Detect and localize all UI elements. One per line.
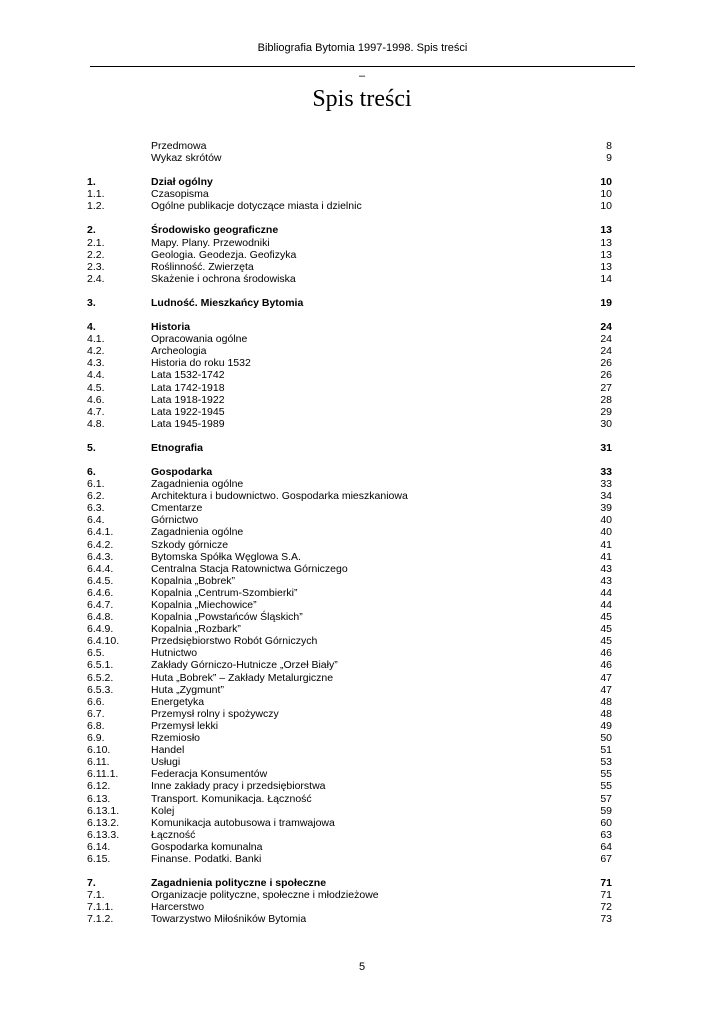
toc-entry <box>0 684 724 696</box>
toc-entry <box>0 877 724 889</box>
toc-entry-title: Roślinność. Zwierzęta <box>151 260 254 273</box>
toc-entry <box>0 817 724 829</box>
toc-entry-title: Kolej <box>151 804 175 817</box>
toc-entry-title: Historia do roku 1532 <box>151 357 251 370</box>
toc-entry-number: 6.10. <box>87 744 111 757</box>
toc-entry <box>0 200 724 212</box>
toc-entry <box>0 224 724 236</box>
toc-entry-page: 46 <box>600 659 612 672</box>
toc-entry-number: 1.2. <box>87 200 105 213</box>
toc-entry-page: 64 <box>600 840 612 853</box>
toc-entry-page: 13 <box>600 236 612 249</box>
toc-entry-title: Zagadnienia ogólne <box>151 526 244 539</box>
toc-entry-page: 13 <box>600 260 612 273</box>
toc-entry-page: 49 <box>600 719 612 732</box>
toc-entry <box>0 841 724 853</box>
toc-entry-number: 4.5. <box>87 381 105 394</box>
toc-entry <box>0 297 724 309</box>
toc-entry-title: Kopalnia „Bobrek” <box>151 574 236 587</box>
toc-entry-number: 4.8. <box>87 417 105 430</box>
toc-entry-page: 14 <box>600 272 612 285</box>
toc-entry-number: 6.9. <box>87 732 105 745</box>
toc-entry-title: Centralna Stacja Ratownictwa Górniczego <box>151 562 348 575</box>
toc-entry-title: Skażenie i ochrona środowiska <box>151 272 296 285</box>
toc-entry-number: 6.4.9. <box>87 623 114 636</box>
toc-entry <box>0 357 724 369</box>
toc-entry-number: 7. <box>87 877 96 890</box>
toc-entry-title: Ogólne publikacje dotyczące miasta i dzielnic <box>151 200 362 213</box>
toc-entry-page: 29 <box>600 405 612 418</box>
toc-entry-title: Dział ogólny <box>151 176 213 189</box>
toc-entry-page: 45 <box>600 623 612 636</box>
toc-entry <box>0 647 724 659</box>
toc-entry <box>0 696 724 708</box>
toc-entry-number: 6.13. <box>87 792 111 805</box>
toc-entry-title: Lata 1918-1922 <box>151 393 225 406</box>
toc-entry-number: 6.15. <box>87 852 111 865</box>
toc-entry-page: 57 <box>600 792 612 805</box>
toc-entry <box>0 563 724 575</box>
toc-entry-title: Finanse. Podatki. Banki <box>151 852 262 865</box>
toc-entry <box>0 672 724 684</box>
toc-entry <box>0 152 724 164</box>
toc-entry-number: 6.4.7. <box>87 599 114 611</box>
toc-entry-number: 2.1. <box>87 236 105 249</box>
toc-entry-number: 4.6. <box>87 393 105 406</box>
toc-entry-title: Harcerstwo <box>151 901 205 914</box>
toc-entry-title: Archeologia <box>151 345 207 358</box>
toc-entry <box>0 478 724 490</box>
toc-entry <box>0 466 724 478</box>
toc-entry-title: Łączność <box>151 828 196 841</box>
toc-entry-page: 40 <box>600 526 612 539</box>
toc-entry <box>0 502 724 514</box>
toc-entry-title: Przemysł rolny i spożywczy <box>151 707 279 720</box>
toc-entry-number: 6.4.10. <box>87 635 120 648</box>
toc-entry <box>0 611 724 623</box>
toc-entry <box>0 382 724 394</box>
toc-entry-title: Federacja Konsumentów <box>151 768 268 781</box>
toc-entry-title: Energetyka <box>151 695 205 708</box>
toc-entry-page: 10 <box>600 176 612 189</box>
toc-entry <box>0 176 724 188</box>
toc-entry-title: Kopalnia „Centrum-Szombierki” <box>151 586 298 599</box>
toc-entry-page: 31 <box>600 441 612 454</box>
toc-entry-page: 19 <box>600 296 612 309</box>
toc-entry-title: Lata 1945-1989 <box>151 417 225 430</box>
toc-entry-number: 6.13.2. <box>87 816 120 829</box>
toc-entry-page: 71 <box>600 889 612 902</box>
toc-entry-title: Cmentarze <box>151 502 203 515</box>
toc-entry-number: 6.13.1. <box>87 804 120 817</box>
toc-entry-title: Wykaz skrótów <box>151 152 222 165</box>
toc-entry-number: 1.1. <box>87 188 105 201</box>
toc-entry-number: 6.3. <box>87 502 105 515</box>
toc-entry-number: 4.7. <box>87 405 105 418</box>
toc-entry <box>0 490 724 502</box>
toc-entry-title: Huta „Bobrek” – Zakłady Metalurgiczne <box>151 671 334 684</box>
toc-entry-title: Rzemiosło <box>151 732 201 745</box>
toc-entry <box>0 599 724 611</box>
toc-entry-title: Ludność. Mieszkańcy Bytomia <box>151 296 304 309</box>
toc-entry-number: 6.14. <box>87 840 111 853</box>
toc-entry-number: 2.4. <box>87 272 105 285</box>
toc-entry-title: Komunikacja autobusowa i tramwajowa <box>151 816 335 829</box>
toc-entry-page: 33 <box>600 465 612 478</box>
toc-entry-title: Organizacje polityczne, społeczne i młodzieżowe <box>151 889 379 902</box>
toc-entry <box>0 406 724 418</box>
toc-entry-page: 45 <box>600 611 612 624</box>
toc-entry-title: Czasopisma <box>151 188 209 201</box>
toc-entry <box>0 526 724 538</box>
toc-entry-number: 7.1. <box>87 889 105 902</box>
toc-entry-title: Transport. Komunikacja. Łączność <box>151 792 312 805</box>
table-of-contents <box>0 140 724 925</box>
toc-entry <box>0 575 724 587</box>
toc-entry-title: Gospodarka komunalna <box>151 840 263 853</box>
toc-entry-page: 28 <box>600 393 612 406</box>
toc-entry-title: Lata 1532-1742 <box>151 369 225 382</box>
toc-entry-number: 7.1.2. <box>87 913 114 926</box>
toc-entry-number: 6.4.8. <box>87 611 114 624</box>
toc-entry-page: 46 <box>600 647 612 660</box>
toc-entry-number: 6.4.1. <box>87 526 114 539</box>
toc-entry-page: 55 <box>600 780 612 793</box>
toc-entry <box>0 539 724 551</box>
toc-entry-number: 6.4.6. <box>87 586 114 599</box>
toc-entry-title: Bytomska Spółka Węglowa S.A. <box>151 550 301 563</box>
toc-entry-page: 63 <box>600 828 612 841</box>
toc-entry-page: 30 <box>600 417 612 430</box>
toc-entry-page: 26 <box>600 357 612 370</box>
toc-entry <box>0 345 724 357</box>
toc-entry-title: Szkody górnicze <box>151 538 229 551</box>
toc-entry-title: Etnografia <box>151 441 203 454</box>
toc-entry-title: Huta „Zygmunt” <box>151 683 224 696</box>
toc-entry-title: Przemysł lekki <box>151 719 219 732</box>
toc-entry-title: Historia <box>151 321 191 334</box>
toc-entry-page: 43 <box>600 562 612 575</box>
toc-entry-number: 2.2. <box>87 248 105 261</box>
toc-entry-page: 47 <box>600 671 612 684</box>
toc-entry <box>0 188 724 200</box>
toc-entry-page: 73 <box>600 913 612 926</box>
toc-entry-number: 4.4. <box>87 369 105 382</box>
toc-entry-number: 4.1. <box>87 333 105 346</box>
toc-entry-page: 44 <box>600 599 612 611</box>
toc-entry-number: 6.7. <box>87 707 105 720</box>
toc-entry <box>0 744 724 756</box>
page-title: Spis treści <box>312 86 412 112</box>
toc-entry <box>0 273 724 285</box>
toc-entry-number: 6.6. <box>87 695 105 708</box>
toc-entry-page: 26 <box>600 369 612 382</box>
page-number: 5 <box>358 961 366 973</box>
toc-entry <box>0 732 724 744</box>
toc-entry <box>0 635 724 647</box>
toc-entry-number: 4. <box>87 321 96 334</box>
toc-entry-number: 4.2. <box>87 345 105 358</box>
toc-entry-number: 6.11.1. <box>87 768 119 781</box>
toc-entry-number: 4.3. <box>87 357 105 370</box>
toc-entry-number: 6.8. <box>87 719 105 732</box>
toc-entry <box>0 829 724 841</box>
toc-entry-page: 48 <box>600 707 612 720</box>
toc-entry-title: Górnictwo <box>151 514 199 527</box>
toc-entry-page: 8 <box>606 140 612 152</box>
toc-entry <box>0 768 724 780</box>
toc-entry <box>0 237 724 249</box>
toc-entry-number: 6. <box>87 465 96 478</box>
toc-entry <box>0 551 724 563</box>
toc-entry-number: 2.3. <box>87 260 105 273</box>
toc-entry <box>0 321 724 333</box>
toc-entry <box>0 623 724 635</box>
toc-entry-title: Lata 1742-1918 <box>151 381 225 394</box>
toc-entry-number: 6.5.2. <box>87 671 114 684</box>
header-dash: – <box>358 70 366 82</box>
toc-entry-title: Kopalnia „Rozbark” <box>151 623 241 636</box>
toc-entry-page: 72 <box>600 901 612 914</box>
toc-entry-page: 41 <box>600 538 612 551</box>
toc-entry-number: 6.4.4. <box>87 562 114 575</box>
toc-entry-page: 24 <box>600 333 612 346</box>
toc-entry-number: 6.5.3. <box>87 683 114 696</box>
toc-entry-page: 24 <box>600 345 612 358</box>
toc-entry-page: 41 <box>600 550 612 563</box>
toc-entry-page: 9 <box>606 152 612 165</box>
toc-entry-title: Hutnictwo <box>151 647 198 660</box>
toc-entry-title: Handel <box>151 744 185 757</box>
toc-entry-title: Lata 1922-1945 <box>151 405 225 418</box>
toc-entry-title: Zagadnienia polityczne i społeczne <box>151 877 327 890</box>
toc-entry-page: 59 <box>600 804 612 817</box>
running-header: Bibliografia Bytomia 1997-1998. Spis treści <box>257 42 468 54</box>
toc-entry-page: 43 <box>600 574 612 587</box>
toc-entry-page: 39 <box>600 502 612 515</box>
toc-entry-title: Opracowania ogólne <box>151 333 248 346</box>
toc-entry-page: 55 <box>600 768 612 781</box>
toc-entry <box>0 913 724 925</box>
toc-entry-title: Środowisko geograficzne <box>151 224 279 237</box>
toc-entry-title: Kopalnia „Powstańców Śląskich” <box>151 611 303 624</box>
toc-entry-number: 6.4.2. <box>87 538 114 551</box>
toc-entry <box>0 720 724 732</box>
toc-entry-page: 47 <box>600 683 612 696</box>
toc-entry-page: 45 <box>600 635 612 648</box>
toc-entry <box>0 333 724 345</box>
toc-entry-page: 44 <box>600 586 612 599</box>
toc-entry <box>0 901 724 913</box>
toc-entry-number: 6.5. <box>87 647 105 660</box>
toc-entry-page: 13 <box>600 224 612 237</box>
toc-entry-page: 10 <box>600 188 612 201</box>
toc-entry-number: 7.1.1. <box>87 901 114 914</box>
toc-entry-page: 27 <box>600 381 612 394</box>
toc-entry-title: Geologia. Geodezja. Geofizyka <box>151 248 297 261</box>
toc-entry <box>0 394 724 406</box>
toc-entry <box>0 514 724 526</box>
toc-entry-page: 34 <box>600 490 612 503</box>
toc-entry-number: 1. <box>87 176 96 189</box>
toc-entry <box>0 418 724 430</box>
toc-entry <box>0 140 724 152</box>
toc-entry <box>0 261 724 273</box>
toc-entry-page: 33 <box>600 478 612 491</box>
toc-entry-title: Zakłady Górniczo-Hutnicze „Orzeł Biały” <box>151 659 338 672</box>
toc-entry-number: 6.11. <box>87 756 110 769</box>
toc-entry-page: 71 <box>600 877 612 890</box>
toc-entry-page: 60 <box>600 816 612 829</box>
toc-entry-title: Kopalnia „Miechowice” <box>151 599 257 611</box>
toc-entry-title: Gospodarka <box>151 465 213 478</box>
toc-entry-number: 6.13.3. <box>87 828 120 841</box>
header-rule <box>90 66 635 67</box>
toc-entry-page: 51 <box>600 744 612 757</box>
toc-entry-title: Zagadnienia ogólne <box>151 478 244 491</box>
toc-entry-title: Przedsiębiorstwo Robót Górniczych <box>151 635 318 648</box>
toc-entry-page: 50 <box>600 732 612 745</box>
toc-entry-page: 53 <box>600 756 612 769</box>
toc-entry-page: 40 <box>600 514 612 527</box>
toc-entry <box>0 708 724 720</box>
toc-entry <box>0 889 724 901</box>
toc-entry-number: 6.12. <box>87 780 111 793</box>
toc-entry-page: 67 <box>600 852 612 865</box>
toc-entry-title: Towarzystwo Miłośników Bytomia <box>151 913 307 926</box>
toc-entry-number: 6.4. <box>87 514 105 527</box>
toc-entry <box>0 442 724 454</box>
toc-entry <box>0 805 724 817</box>
toc-entry-number: 6.4.5. <box>87 574 114 587</box>
toc-entry-number: 6.1. <box>87 478 105 491</box>
toc-entry-number: 6.2. <box>87 490 105 503</box>
toc-entry-number: 6.4.3. <box>87 550 114 563</box>
toc-entry <box>0 780 724 792</box>
toc-entry-page: 10 <box>600 200 612 213</box>
toc-entry-title: Usługi <box>151 756 181 769</box>
toc-entry <box>0 587 724 599</box>
toc-entry-page: 48 <box>600 695 612 708</box>
toc-entry-title: Przedmowa <box>151 140 207 152</box>
toc-entry <box>0 249 724 261</box>
toc-entry-title: Inne zakłady pracy i przedsiębiorstwa <box>151 780 326 793</box>
toc-entry <box>0 369 724 381</box>
toc-entry <box>0 659 724 671</box>
toc-entry <box>0 853 724 865</box>
toc-entry-page: 24 <box>600 321 612 334</box>
toc-entry-title: Mapy. Plany. Przewodniki <box>151 236 270 249</box>
toc-entry-title: Architektura i budownictwo. Gospodarka mieszkaniowa <box>151 490 408 503</box>
toc-entry-page: 13 <box>600 248 612 261</box>
toc-entry-number: 3. <box>87 296 96 309</box>
toc-entry-number: 2. <box>87 224 96 237</box>
toc-entry-number: 6.5.1. <box>87 659 114 672</box>
toc-entry <box>0 793 724 805</box>
toc-entry <box>0 756 724 768</box>
toc-entry-number: 5. <box>87 441 96 454</box>
